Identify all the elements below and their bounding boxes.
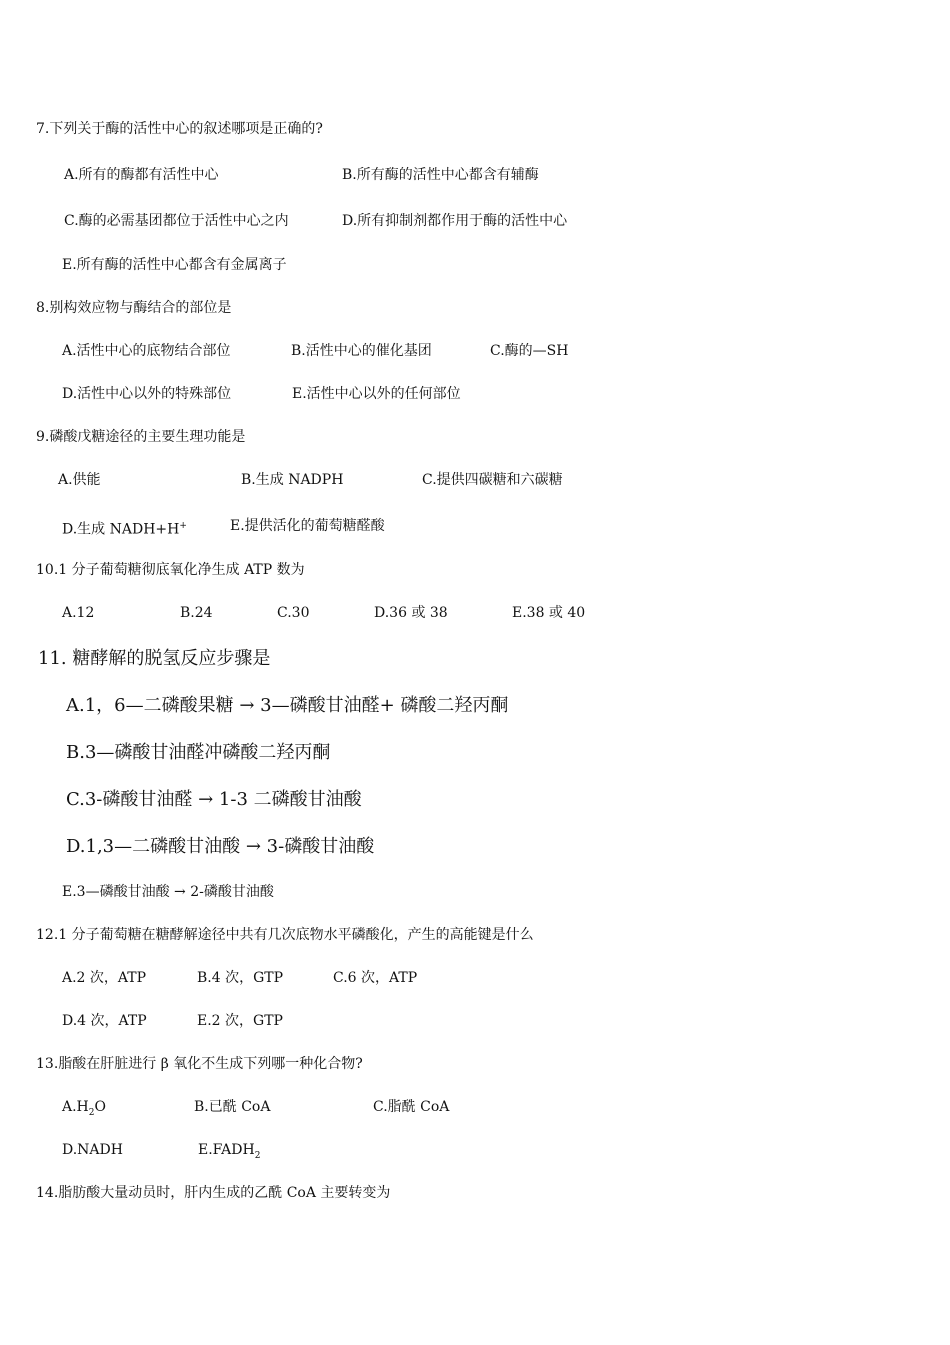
question-12-option-a: A.2 次，ATP	[62, 970, 147, 986]
question-10-stem: 10.1 分子葡萄糖彻底氧化净生成 ATP 数为	[36, 562, 305, 578]
question-13-option-b: B.已酰 CoA	[194, 1099, 271, 1115]
question-8-option-b: B.活性中心的催化基团	[291, 343, 432, 359]
question-12-option-b: B.4 次，GTP	[197, 970, 284, 986]
question-11-stem: 11. 糖酵解的脱氢反应步骤是	[38, 648, 271, 669]
question-9-option-e: E.提供活化的葡萄糖醛酸	[230, 518, 385, 534]
question-9-stem: 9.磷酸戊糖途径的主要生理功能是	[36, 429, 246, 445]
question-8-option-c: C.酶的—SH	[490, 343, 569, 359]
question-7-option-b: B.所有酶的活性中心都含有辅酶	[342, 167, 539, 183]
question-13-option-c: C.脂酰 CoA	[373, 1099, 450, 1115]
question-11-option-d: D.1,3—二磷酸甘油酸 → 3-磷酸甘油酸	[66, 836, 375, 857]
question-7-option-e: E.所有酶的活性中心都含有金属离子	[62, 257, 287, 273]
question-13-option-d: D.NADH	[62, 1142, 123, 1158]
question-10-option-e: E.38 或 40	[512, 605, 586, 621]
question-9-option-b: B.生成 NADPH	[241, 472, 344, 488]
question-8-option-e: E.活性中心以外的任何部位	[292, 386, 461, 402]
question-12-option-e: E.2 次，GTP	[197, 1013, 283, 1029]
question-9-option-c: C.提供四碳糖和六碳糖	[422, 472, 563, 488]
question-11-option-e: E.3—磷酸甘油酸 → 2-磷酸甘油酸	[62, 884, 274, 900]
question-11-option-a: A.1，6—二磷酸果糖 → 3—磷酸甘油醛+ 磷酸二羟丙酮	[66, 695, 509, 716]
question-11-option-b: B.3—磷酸甘油醛冲磷酸二羟丙酮	[66, 742, 331, 763]
question-14-stem: 14.脂肪酸大量动员时，肝内生成的乙酰 CoA 主要转变为	[36, 1185, 391, 1201]
question-11-option-c: C.3-磷酸甘油醛 → 1-3 二磷酸甘油酸	[66, 789, 362, 810]
question-13-stem: 13.脂酸在肝脏进行 β 氧化不生成下列哪一种化合物?	[36, 1056, 363, 1072]
question-8-option-d: D.活性中心以外的特殊部位	[62, 386, 232, 402]
question-7-stem: 7.下列关于酶的活性中心的叙述哪项是正确的?	[36, 121, 323, 137]
question-10-option-a: A.12	[62, 605, 95, 621]
question-13-option-e: $E.FADH_2$	[198, 1142, 261, 1161]
question-9-option-a: A.供能	[58, 472, 101, 488]
question-7-option-c: C.酶的必需基团都位于活性中心之内	[64, 213, 289, 229]
question-12-option-d: D.4 次，ATP	[62, 1013, 147, 1029]
question-7-option-d: D.所有抑制剂都作用于酶的活性中心	[342, 213, 568, 229]
question-12-stem: 12.1 分子葡萄糖在糖酵解途径中共有几次底物水平磷酸化，产生的高能键是什么	[36, 927, 534, 943]
question-13-option-a: $A.H_2O$	[62, 1099, 106, 1118]
question-10-option-b: B.24	[180, 605, 213, 621]
question-10-option-c: C.30	[277, 605, 310, 621]
question-9-option-d: D.生成 NADH+H+	[62, 521, 187, 538]
question-8-stem: 8.别构效应物与酶结合的部位是	[36, 300, 232, 316]
question-12-option-c: C.6 次，ATP	[333, 970, 418, 986]
question-7-option-a: A.所有的酶都有活性中心	[64, 167, 219, 183]
question-8-option-a: A.活性中心的底物结合部位	[62, 343, 231, 359]
question-10-option-d: D.36 或 38	[374, 605, 448, 621]
